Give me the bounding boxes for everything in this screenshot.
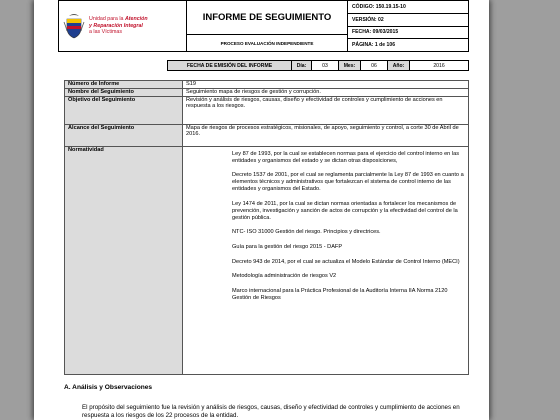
- document-subtitle: PROCESO EVALUACIÓN INDEPENDIENTE: [220, 40, 314, 46]
- emission-date-label: FECHA DE EMISIÓN DEL INFORME: [168, 61, 292, 70]
- document-meta: [348, 1, 468, 51]
- list-item: NTC- ISO 31000 Gestión del riesgo. Principios y directrices.: [232, 229, 381, 236]
- section-paragraph: El propósito del seguimiento fue la revisión y análisis de riesgos, causas, diseño y efectividad de controles y cumplimiento de acciones en respuesta a los riesgos de los 22 procesos de la entidad.: [82, 404, 460, 420]
- list-item: Decreto 1537 de 2001, por el cual se reglamenta parcialmente la Ley 87 de 1993 en cuanto a elementos técnicos y administrativos que fortalezcan el sistema de control interno de las entidades y organismos del Estado.: [232, 172, 464, 193]
- meta-code: CÓDIGO: 150.19.15-10: [348, 1, 468, 14]
- document-page: [34, 0, 489, 420]
- table-row: [65, 124, 469, 146]
- report-info-table: [64, 80, 469, 375]
- row-value: Seguimiento mapa de riesgos de gestión y corrupción.: [183, 88, 469, 96]
- normatividad-list: [186, 147, 465, 302]
- row-label: Número de Informe: [65, 81, 183, 89]
- table-row: [65, 96, 469, 124]
- list-item: Ley 1474 de 2011, por la cual se dictan normas orientadas a fortalecer los mecanismos de prevención, investigación y sanción de actos de corrupción y la efectividad del control de la gestión pública.: [232, 200, 458, 221]
- table-row: [65, 81, 469, 89]
- document-title: INFORME DE SEGUIMIENTO: [187, 1, 347, 35]
- list-item: Ley 87 de 1993, por la cual se establecen normas para el ejercicio del control interno en las entidades y organismos del estado y se dictan otras disposiciones,: [232, 150, 459, 164]
- row-label: Normatividad: [65, 146, 183, 374]
- section-heading: A. Análisis y Observaciones: [64, 384, 153, 391]
- row-value: S19: [183, 81, 469, 89]
- year-value: 2016: [433, 62, 445, 69]
- row-value: Mapa de riesgos de procesos estratégicos, misionales, de apoyo, seguimiento y control, a corte 30 de Abril de 2016.: [183, 124, 469, 146]
- coat-of-arms-icon: [63, 13, 85, 39]
- row-label: Objetivo del Seguimiento: [65, 96, 183, 124]
- day-label: Día:: [292, 61, 312, 70]
- year-label: Año:: [388, 61, 410, 70]
- row-label: Nombre del Seguimiento: [65, 88, 183, 96]
- table-row: [65, 146, 469, 374]
- logo-text: Unidad para la Atención y Reparación Integral a las Víctimas: [89, 16, 148, 36]
- row-value: Revisión y análisis de riesgos, causas, diseño y efectividad de controles y cumplimiento de acciones en respuesta a los riesgos.: [183, 96, 469, 124]
- row-label: Alcance del Seguimiento: [65, 124, 183, 146]
- normatividad-cell: [183, 146, 469, 374]
- list-item: Guía para la gestión del riesgo 2015 - DAFP: [232, 243, 343, 250]
- day-value: 03: [312, 61, 339, 70]
- list-item: Marco internacional para la Práctica Profesional de la Auditoría Interna IIA Norma 2120 Gestión de Riesgos: [232, 287, 448, 301]
- meta-date: FECHA: 09/03/2015: [348, 27, 468, 40]
- emission-date-row: [167, 60, 469, 71]
- list-item: Metodología administración de riesgos V2: [232, 273, 337, 280]
- title-cell: [187, 1, 348, 51]
- list-item: Decreto 943 de 2014, por el cual se actualiza el Modelo Estándar de Control Interno (MECI): [232, 258, 460, 265]
- document-header: [58, 0, 469, 52]
- logo: [59, 1, 187, 51]
- month-value: 06: [361, 61, 388, 70]
- meta-version: VERSIÓN: 02: [348, 14, 468, 27]
- table-row: [65, 88, 469, 96]
- meta-page: PÁGINA: 1 de 106: [352, 42, 396, 49]
- month-label: Mes:: [339, 61, 361, 70]
